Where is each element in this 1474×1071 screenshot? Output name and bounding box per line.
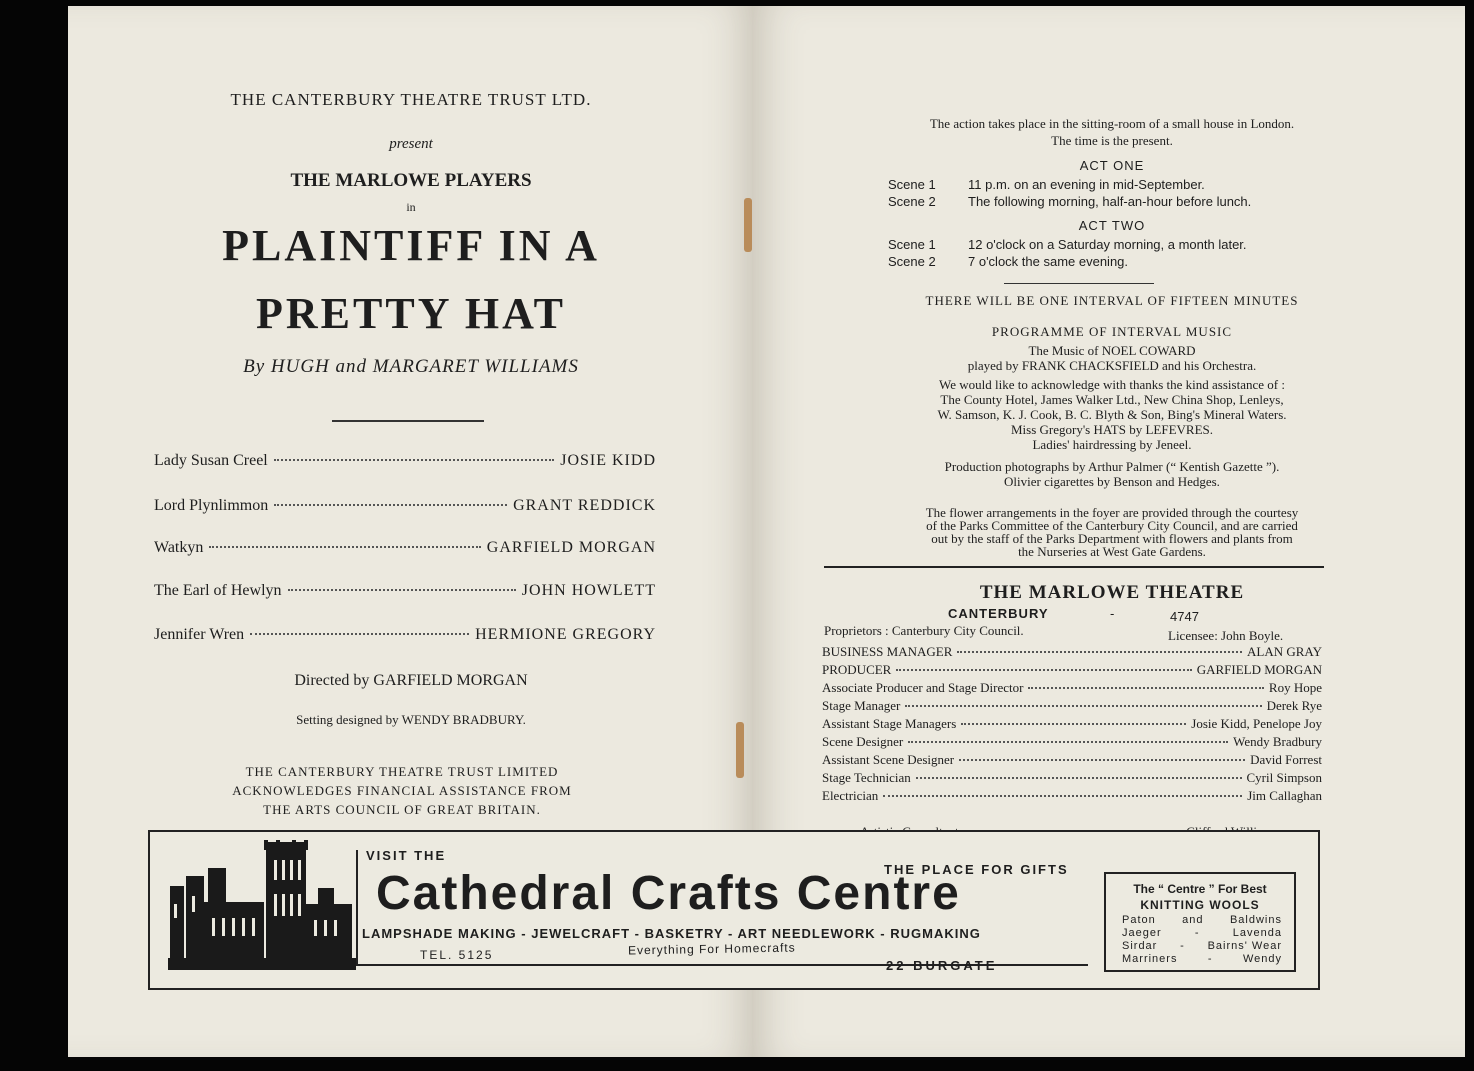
- ad-crafts: LAMPSHADE MAKING - JEWELCRAFT - BASKETRY - ART NEEDLEWORK - RUGMAKING: [362, 926, 981, 941]
- staff-row: [822, 770, 1322, 786]
- wool-brand: Lavenda: [1232, 927, 1282, 939]
- ad-everything: Everything For Homecrafts: [627, 940, 796, 958]
- wool-brand: Marriners: [1122, 953, 1178, 965]
- cast-row: [154, 626, 656, 644]
- play-title-line-1: PLAINTIFF IN A: [222, 221, 600, 270]
- section-rule: [824, 566, 1324, 568]
- cast-actor: JOSIE KIDD: [560, 452, 656, 469]
- proprietors: Proprietors : Canterbury City Council.: [824, 623, 1024, 638]
- staff-name: Roy Hope: [1268, 680, 1322, 695]
- staff-name: Jim Callaghan: [1247, 788, 1322, 803]
- flower-line: out by the staff of the Parks Department with flowers and plants from: [931, 531, 1293, 546]
- staff-row: [822, 680, 1322, 696]
- title-divider: [332, 420, 484, 422]
- staff-row: [822, 788, 1322, 804]
- acknowledge-line: THE CANTERBURY THEATRE TRUST LIMITED: [245, 764, 559, 779]
- scene-row: [888, 194, 1251, 209]
- scene-row: [888, 177, 1205, 192]
- acknowledge-line: ACKNOWLEDGES FINANCIAL ASSISTANCE FROM: [232, 783, 572, 798]
- staff-row: [822, 644, 1322, 660]
- staff-name: GARFIELD MORGAN: [1196, 662, 1322, 677]
- scene-text: The following morning, half-an-hour before lunch.: [968, 194, 1252, 209]
- cast-row: [154, 539, 656, 557]
- staff-row: [822, 716, 1322, 732]
- licensee: Licensee: John Boyle.: [1168, 628, 1284, 643]
- cast-row: [154, 582, 656, 600]
- flower-line: the Nurseries at West Gate Gardens.: [1018, 544, 1206, 559]
- theatre-phone: 4747: [1170, 609, 1199, 624]
- act-title: ACT TWO: [1078, 218, 1146, 233]
- ad-place: THE PLACE FOR GIFTS: [884, 862, 1069, 877]
- staff-role: Stage Manager: [822, 698, 901, 713]
- cast-role: Watkyn: [154, 539, 204, 556]
- staff-row: [822, 662, 1322, 678]
- wool-brand: Baldwins: [1229, 914, 1282, 926]
- wool-subtitle: KNITTING WOOLS: [1140, 898, 1260, 912]
- staff-role: PRODUCER: [822, 662, 892, 677]
- setting-line: The action takes place in the sitting-room of a small house in London.: [929, 116, 1295, 131]
- staff-name: ALAN GRAY: [1247, 644, 1322, 659]
- scene-label: Scene 1: [888, 177, 936, 192]
- staff-role: Stage Technician: [822, 770, 911, 785]
- cast-role: Lady Susan Creel: [154, 452, 268, 469]
- ad-shop-name: Cathedral Crafts Centre: [376, 867, 961, 920]
- director-credit: Directed by GARFIELD MORGAN: [294, 672, 528, 689]
- present-word: present: [389, 136, 433, 152]
- scene-text: 12 o'clock on a Saturday morning, a month later.: [968, 237, 1247, 252]
- thanks-line: We would like to acknowledge with thanks the kind assistance of :: [939, 377, 1285, 392]
- staff-row: [822, 752, 1322, 768]
- staff-row: [822, 734, 1322, 750]
- presenter: THE CANTERBURY THEATRE TRUST LTD.: [230, 90, 592, 109]
- cast-actor: GARFIELD MORGAN: [486, 539, 656, 556]
- wool-brand-row: [1122, 940, 1282, 952]
- staple: [736, 722, 744, 778]
- play-title-line-2: PRETTY HAT: [256, 289, 566, 338]
- wool-brand: Wendy: [1242, 953, 1282, 965]
- photo-line: Olivier cigarettes by Benson and Hedges.: [1004, 474, 1220, 489]
- cast-role: The Earl of Hewlyn: [154, 582, 282, 599]
- thanks-line: Miss Gregory's HATS by LEFEVRES.: [1010, 422, 1214, 437]
- music-line: played by FRANK CHACKSFIELD and his Orchestra.: [967, 358, 1257, 373]
- staff-role: Associate Producer and Stage Director: [822, 680, 1024, 695]
- wool-brand-row: [1122, 927, 1282, 939]
- scene-label: Scene 2: [888, 254, 936, 269]
- staff-name: Cyril Simpson: [1246, 770, 1322, 785]
- divider: [1004, 283, 1154, 284]
- flower-line: The flower arrangements in the foyer are provided through the courtesy: [925, 505, 1299, 520]
- setting-credit: Setting designed by WENDY BRADBURY.: [296, 712, 526, 727]
- cast-actor: HERMIONE GREGORY: [475, 626, 656, 643]
- staff-role: BUSINESS MANAGER: [822, 644, 953, 659]
- theatre-name: THE MARLOWE THEATRE: [979, 582, 1245, 603]
- staple: [744, 198, 752, 252]
- wool-brand: Jaeger: [1122, 927, 1162, 939]
- thanks-line: W. Samson, K. J. Cook, B. C. Blyth & Son, Bing's Mineral Waters.: [937, 407, 1287, 422]
- theatre-city: CANTERBURY: [948, 606, 1049, 621]
- wool-brand: Paton: [1122, 914, 1156, 926]
- cast-row: [154, 452, 656, 470]
- acknowledge-line: THE ARTS COUNCIL OF GREAT BRITAIN.: [263, 802, 541, 817]
- wool-sep: -: [1180, 940, 1185, 952]
- interval-notice: THERE WILL BE ONE INTERVAL OF FIFTEEN MINUTES: [925, 293, 1299, 308]
- scene-label: Scene 2: [888, 194, 936, 209]
- wool-brand: Sirdar: [1122, 940, 1158, 952]
- theatre-dash: -: [1110, 606, 1115, 621]
- thanks-line: The County Hotel, James Walker Ltd., New China Shop, Lenleys,: [940, 392, 1284, 407]
- cast-actor: GRANT REDDICK: [513, 497, 656, 514]
- company-name: THE MARLOWE PLAYERS: [290, 170, 532, 191]
- knitting-wools-box: [1104, 872, 1296, 972]
- flower-line: of the Parks Committee of the Canterbury City Council, and are carried: [926, 518, 1298, 533]
- wool-title: The “ Centre ” For Best: [1133, 882, 1267, 896]
- cast-actor: JOHN HOWLETT: [521, 582, 656, 599]
- scene-text: 7 o'clock the same evening.: [968, 254, 1129, 269]
- ad-visit: VISIT THE: [366, 848, 447, 863]
- advertisement: [148, 830, 1320, 990]
- thanks-line: Ladies' hairdressing by Jeneel.: [1032, 437, 1192, 452]
- wool-sep: -: [1207, 953, 1213, 965]
- staff-name: Josie Kidd, Penelope Joy: [1191, 716, 1322, 731]
- staff-role: Assistant Scene Designer: [822, 752, 955, 767]
- staff-role: Scene Designer: [822, 734, 904, 749]
- scene-row: [888, 237, 1247, 252]
- staff-name: David Forrest: [1250, 752, 1322, 767]
- wool-sep: and: [1182, 914, 1204, 926]
- cathedral-icon: [168, 840, 356, 970]
- scene-text: 11 p.m. on an evening in mid-September.: [968, 177, 1205, 192]
- wool-brand: Bairns' Wear: [1207, 940, 1282, 952]
- cast-role: Lord Plynlimmon: [154, 497, 269, 514]
- setting-line: The time is the present.: [1051, 133, 1173, 148]
- cast-row: [154, 497, 656, 515]
- staff-name: Wendy Bradbury: [1233, 734, 1322, 749]
- photo-line: Production photographs by Arthur Palmer (“ Kentish Gazette ”).: [944, 459, 1280, 474]
- act-title: ACT ONE: [1079, 158, 1145, 173]
- author-line: By HUGH and MARGARET WILLIAMS: [243, 356, 579, 377]
- wool-brand-row: [1122, 914, 1282, 926]
- scene-row: [888, 254, 1128, 269]
- staff-role: Electrician: [822, 788, 879, 803]
- staff-role: Assistant Stage Managers: [822, 716, 957, 731]
- staff-row: [822, 698, 1322, 714]
- music-title: PROGRAMME OF INTERVAL MUSIC: [991, 324, 1233, 339]
- ad-address: 22 BURGATE: [886, 958, 998, 973]
- wool-brand-row: [1122, 953, 1282, 965]
- scene-label: Scene 1: [888, 237, 936, 252]
- staff-name: Derek Rye: [1266, 698, 1322, 713]
- ad-telephone: TEL. 5125: [420, 948, 494, 962]
- in-word: in: [406, 200, 416, 214]
- wool-sep: -: [1194, 927, 1200, 939]
- music-line: The Music of NOEL COWARD: [1028, 343, 1196, 358]
- cast-role: Jennifer Wren: [154, 626, 245, 643]
